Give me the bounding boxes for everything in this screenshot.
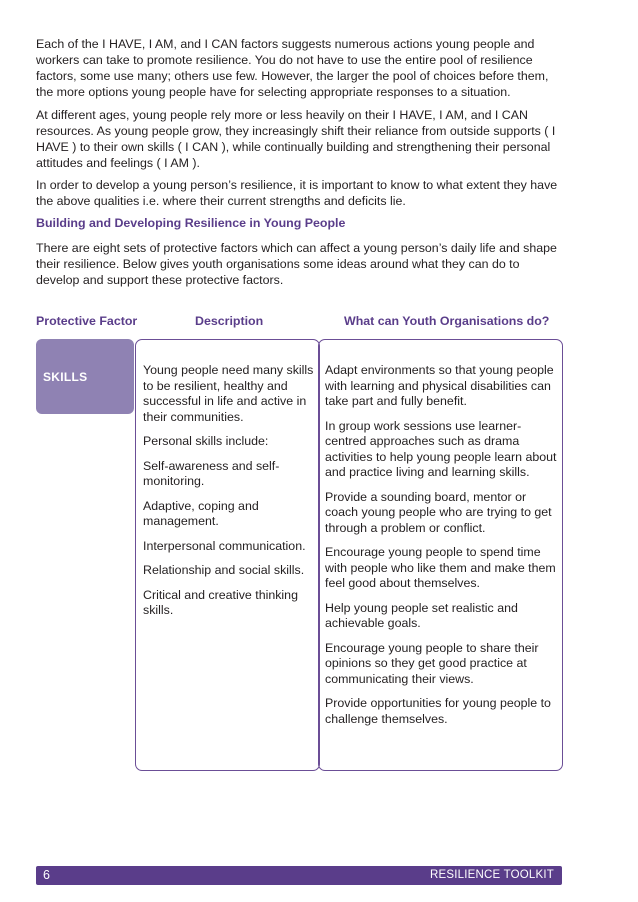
protective-factor-label: SKILLS: [43, 370, 88, 384]
description-item: Young people need many skills to be resilient, healthy and successful in life and active in their communities.: [143, 363, 314, 424]
orgs-item: Help young people set realistic and achievable goals.: [325, 600, 518, 630]
footer-bar: [36, 866, 562, 885]
intro-paragraph-1: Each of the I HAVE, I AM, and I CAN factors suggests numerous actions young people and workers can take to promote resilience. You do not have to use the entire pool of resilience factors, some use many; others use few. However, the larger the pool of choices before them, the more options young people have for selecting appropriate responses to a situation.: [36, 37, 549, 99]
protective-factor-tab: [36, 339, 134, 414]
orgs-item: Provide opportunities for young people to challenge themselves.: [325, 696, 551, 726]
page-number: 6: [43, 868, 50, 882]
column-header-factor: Protective Factor: [36, 314, 138, 328]
intro-paragraph-3: In order to develop a young person’s resilience, it is important to know to what extent they have the above qualities i.e. where their current strengths and deficits lie.: [36, 178, 558, 208]
description-item: Adaptive, coping and management.: [143, 498, 259, 528]
description-item: Interpersonal communication.: [143, 538, 306, 553]
description-list: [143, 363, 315, 628]
orgs-list: [325, 363, 558, 736]
orgs-item: Encourage young people to share their opinions so they get good practice at communicating their views.: [325, 640, 539, 686]
description-item: Critical and creative thinking skills.: [143, 587, 298, 617]
section-paragraph: There are eight sets of protective factors which can affect a young person’s daily life and shape their resilience. Below gives youth organisations some ideas around what they can do to develop and support these protective factors.: [36, 241, 557, 287]
column-header-orgs: What can Youth Organisations do?: [344, 314, 550, 328]
section-heading: Building and Developing Resilience in Young People: [36, 216, 346, 230]
intro-paragraph-2: At different ages, young people rely more or less heavily on their I HAVE, I AM, and I CAN resources. As young people grow, they increasingly shift their reliance from outside supports ( I HAVE ) to their own skills ( I CAN ), while continually building and strengthening their personal attitudes and feelings ( I AM ).: [36, 108, 556, 170]
orgs-item: Encourage young people to spend time with people who like them and make them feel good about themselves.: [325, 545, 556, 590]
description-item: Personal skills include:: [143, 434, 269, 448]
description-item: Self-awareness and self-monitoring.: [143, 458, 280, 488]
orgs-item: In group work sessions use learner-centred approaches such as drama activities to help young people learn about and practice living and learning skills.: [325, 418, 557, 479]
document-title: RESILIENCE TOOLKIT: [430, 869, 554, 881]
orgs-item: Provide a sounding board, mentor or coach young people who are trying to get through a problem or conflict.: [325, 489, 552, 535]
column-header-description: Description: [195, 314, 264, 328]
orgs-item: Adapt environments so that young people with learning and physical disabilities can take part and fully benefit.: [325, 363, 554, 408]
description-item: Relationship and social skills.: [143, 563, 305, 577]
